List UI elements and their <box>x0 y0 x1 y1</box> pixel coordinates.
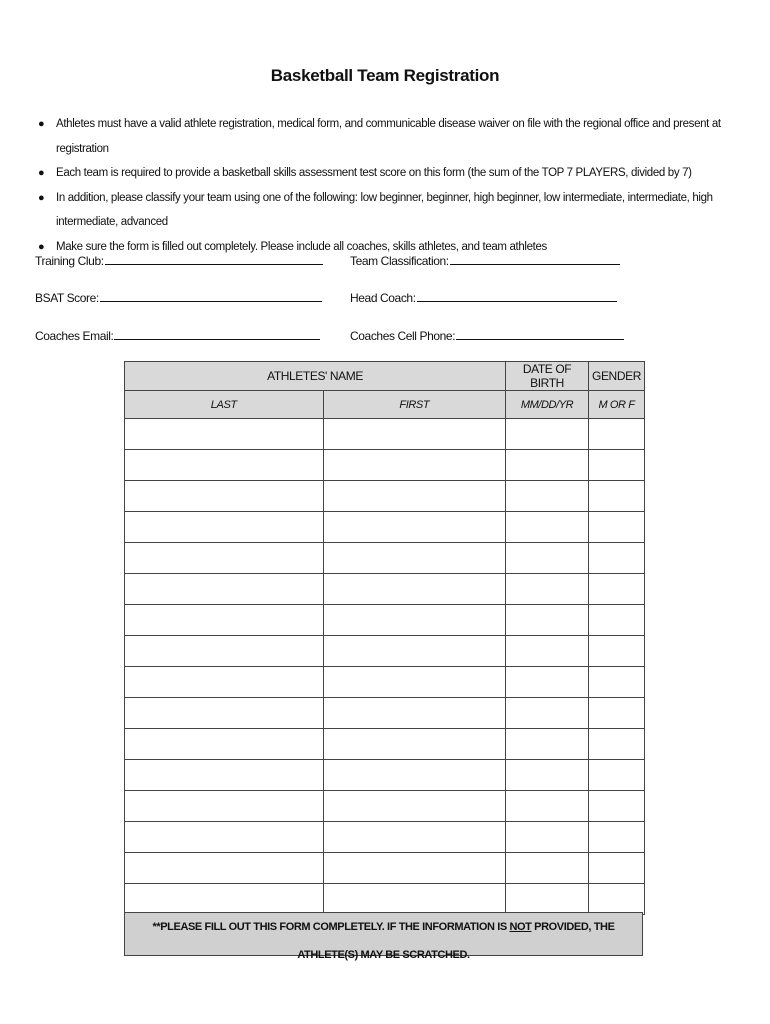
table-subheader-row <box>125 391 645 419</box>
table-row <box>125 729 645 760</box>
bullet-icon: ● <box>38 167 45 179</box>
first-name-cell[interactable] <box>323 822 506 853</box>
last-name-cell[interactable] <box>125 512 324 543</box>
coaches-email-input-line[interactable] <box>114 327 320 340</box>
last-name-cell[interactable] <box>125 853 324 884</box>
coaches-cell-input-line[interactable] <box>456 327 624 340</box>
gender-cell[interactable] <box>588 698 644 729</box>
training-club-input-line[interactable] <box>105 252 323 265</box>
gender-header: GENDER <box>588 362 644 391</box>
last-name-subheader: LAST <box>125 391 324 419</box>
dob-cell[interactable] <box>506 419 589 450</box>
dob-cell[interactable] <box>506 481 589 512</box>
last-name-cell[interactable] <box>125 791 324 822</box>
gender-cell[interactable] <box>588 574 644 605</box>
gender-cell[interactable] <box>588 791 644 822</box>
table-row <box>125 450 645 481</box>
first-name-cell[interactable] <box>323 605 506 636</box>
dob-cell[interactable] <box>506 636 589 667</box>
gender-cell[interactable] <box>588 667 644 698</box>
gender-cell[interactable] <box>588 884 644 915</box>
date-of-birth-header: DATE OF BIRTH <box>506 362 589 391</box>
last-name-cell[interactable] <box>125 822 324 853</box>
first-name-cell[interactable] <box>323 450 506 481</box>
dob-cell[interactable] <box>506 853 589 884</box>
table-row <box>125 884 645 915</box>
head-coach-input-line[interactable] <box>417 289 617 302</box>
first-name-cell[interactable] <box>323 667 506 698</box>
bullet-icon: ● <box>38 118 45 130</box>
table-row <box>125 419 645 450</box>
table-row <box>125 698 645 729</box>
last-name-cell[interactable] <box>125 419 324 450</box>
dob-cell[interactable] <box>506 760 589 791</box>
warning-emphasis: NOT <box>509 921 532 933</box>
instructions-list <box>36 112 746 259</box>
coaches-email-field[interactable] <box>35 327 320 343</box>
gender-cell[interactable] <box>588 481 644 512</box>
first-name-cell[interactable] <box>323 636 506 667</box>
gender-cell[interactable] <box>588 543 644 574</box>
dob-cell[interactable] <box>506 791 589 822</box>
training-club-label: Training Club: <box>35 254 104 268</box>
last-name-cell[interactable] <box>125 760 324 791</box>
last-name-cell[interactable] <box>125 605 324 636</box>
last-name-cell[interactable] <box>125 636 324 667</box>
athletes-name-header: ATHLETES' NAME <box>125 362 506 391</box>
head-coach-field[interactable] <box>350 289 617 305</box>
list-item <box>36 161 746 186</box>
first-name-cell[interactable] <box>323 791 506 822</box>
last-name-cell[interactable] <box>125 667 324 698</box>
table-row <box>125 512 645 543</box>
form-warning-note <box>124 912 643 961</box>
gender-cell[interactable] <box>588 636 644 667</box>
first-name-cell[interactable] <box>323 884 506 915</box>
first-name-cell[interactable] <box>323 419 506 450</box>
last-name-cell[interactable] <box>125 450 324 481</box>
list-item <box>36 186 746 235</box>
coaches-email-label: Coaches Email: <box>35 329 114 343</box>
table-row <box>125 791 645 822</box>
first-name-cell[interactable] <box>323 729 506 760</box>
table-row <box>125 481 645 512</box>
last-name-cell[interactable] <box>125 884 324 915</box>
head-coach-label: Head Coach: <box>350 291 416 305</box>
dob-cell[interactable] <box>506 512 589 543</box>
last-name-cell[interactable] <box>125 543 324 574</box>
training-club-field[interactable] <box>35 252 323 268</box>
gender-cell[interactable] <box>588 822 644 853</box>
list-item <box>36 112 746 161</box>
last-name-cell[interactable] <box>125 729 324 760</box>
table-row <box>125 543 645 574</box>
last-name-cell[interactable] <box>125 574 324 605</box>
bullet-icon: ● <box>38 191 45 204</box>
instruction-text: In addition, please classify your team using one of the following: low beginner, beginner, high beginner, low intermediate, intermediate, high intermediate, advanced <box>56 191 713 228</box>
gender-cell[interactable] <box>588 419 644 450</box>
team-classification-input-line[interactable] <box>450 252 620 265</box>
bsat-score-label: BSAT Score: <box>35 291 99 305</box>
first-name-cell[interactable] <box>323 574 506 605</box>
table-row <box>125 636 645 667</box>
table-row <box>125 667 645 698</box>
first-name-cell[interactable] <box>323 853 506 884</box>
table-row <box>125 605 645 636</box>
gender-cell[interactable] <box>588 450 644 481</box>
coaches-cell-field[interactable] <box>350 327 624 343</box>
gender-cell[interactable] <box>588 853 644 884</box>
last-name-cell[interactable] <box>125 698 324 729</box>
dob-cell[interactable] <box>506 605 589 636</box>
dob-cell[interactable] <box>506 822 589 853</box>
dob-cell[interactable] <box>506 574 589 605</box>
first-name-cell[interactable] <box>323 543 506 574</box>
gender-cell[interactable] <box>588 760 644 791</box>
instruction-text: Make sure the form is filled out completely. Please include all coaches, skills athletes, and team athletes <box>56 240 547 253</box>
dob-format-subheader: MM/DD/YR <box>506 391 589 419</box>
first-name-subheader: FIRST <box>323 391 506 419</box>
first-name-cell[interactable] <box>323 481 506 512</box>
last-name-cell[interactable] <box>125 481 324 512</box>
bsat-score-input-line[interactable] <box>100 289 322 302</box>
table-row <box>125 574 645 605</box>
gender-cell[interactable] <box>588 729 644 760</box>
warning-text-start: **PLEASE FILL OUT THIS FORM COMPLETELY. IF THE INFORMATION IS <box>152 921 510 933</box>
gender-cell[interactable] <box>588 512 644 543</box>
bullet-icon: ● <box>38 240 45 253</box>
gender-format-subheader: M OR F <box>588 391 644 419</box>
dob-cell[interactable] <box>506 450 589 481</box>
bsat-score-field[interactable] <box>35 289 322 305</box>
dob-cell[interactable] <box>506 698 589 729</box>
gender-cell[interactable] <box>588 605 644 636</box>
warning-text-end: PROVIDED, THE ATHLETE(S) MAY BE SCRATCHED. <box>297 921 615 961</box>
table-row <box>125 853 645 884</box>
first-name-cell[interactable] <box>323 760 506 791</box>
athlete-roster-table <box>124 361 645 915</box>
dob-cell[interactable] <box>506 729 589 760</box>
instruction-text: Athletes must have a valid athlete registration, medical form, and communicable disease waiver on file with the regional office and present at registration <box>56 118 721 155</box>
dob-cell[interactable] <box>506 667 589 698</box>
table-header-row <box>125 362 645 391</box>
page-title: Basketball Team Registration <box>270 66 500 85</box>
dob-cell[interactable] <box>506 884 589 915</box>
team-classification-label: Team Classification: <box>350 254 449 268</box>
table-row <box>125 760 645 791</box>
instruction-text: Each team is required to provide a basketball skills assessment test score on this form (the sum of the TOP 7 PLAYERS, divided by 7) <box>56 167 692 179</box>
dob-cell[interactable] <box>506 543 589 574</box>
first-name-cell[interactable] <box>323 512 506 543</box>
first-name-cell[interactable] <box>323 698 506 729</box>
coaches-cell-label: Coaches Cell Phone: <box>350 329 456 343</box>
team-classification-field[interactable] <box>350 252 620 268</box>
table-row <box>125 822 645 853</box>
